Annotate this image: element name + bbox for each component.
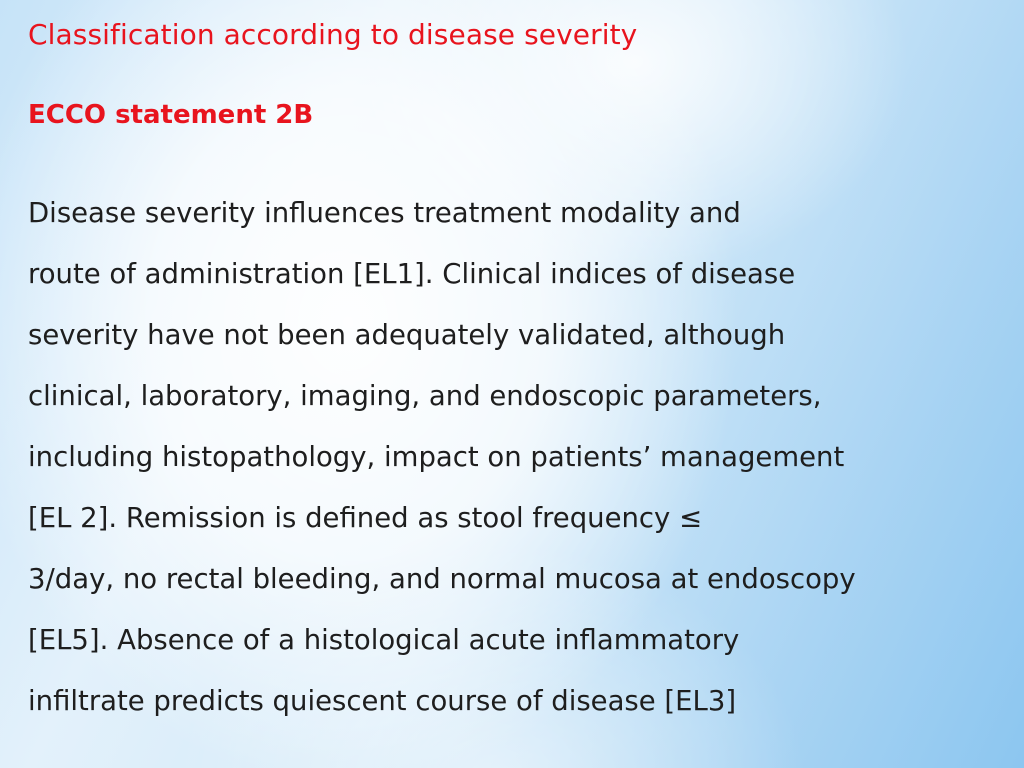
statement-body [28,183,996,732]
slide-title: Classification according to disease severity [28,18,638,51]
statement-line: infiltrate predicts quiescent course of disease [EL3] [28,685,737,717]
statement-line: [EL 2]. Remission is defined as stool frequency ≤ [28,502,703,534]
statement-line: [EL5]. Absence of a histological acute inflammatory [28,624,740,656]
statement-line: clinical, laboratory, imaging, and endoscopic parameters, [28,380,822,412]
statement-line: route of administration [EL1]. Clinical indices of disease [28,258,796,290]
statement-line: including histopathology, impact on patients’ management [28,441,845,473]
statement-line: severity have not been adequately validated, although [28,319,786,351]
statement-line: Disease severity influences treatment modality and [28,197,741,229]
slide-subtitle: ECCO statement 2B [28,100,314,130]
statement-line: 3/day, no rectal bleeding, and normal mucosa at endoscopy [28,563,856,595]
